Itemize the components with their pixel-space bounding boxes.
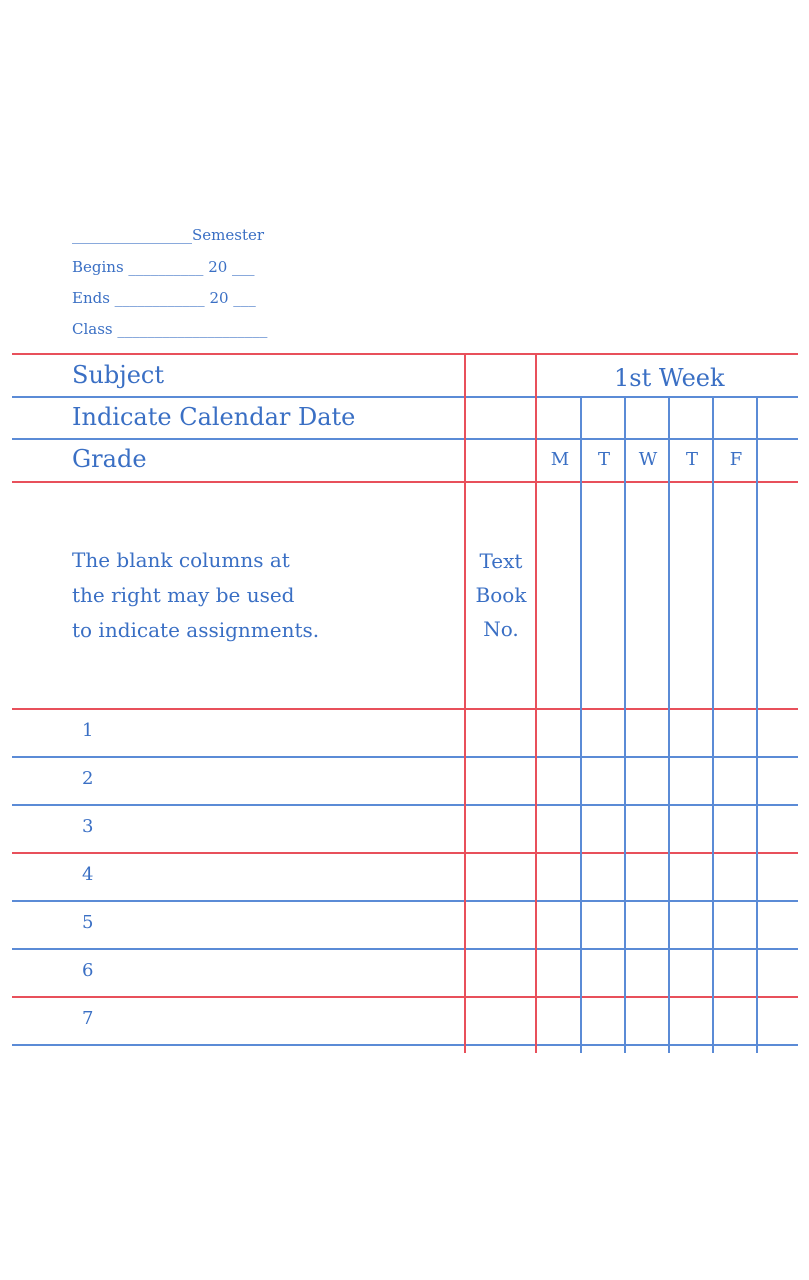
rule-row-7 xyxy=(12,1044,798,1046)
calendar-date-label: Indicate Calendar Date xyxy=(72,403,356,431)
row-number-1: 1 xyxy=(82,720,94,741)
semester-line: ________________Semester xyxy=(72,226,265,244)
instruction-note-line-3: to indicate assignments. xyxy=(72,618,320,642)
week-label: 1st Week xyxy=(614,364,725,392)
row-number-6: 6 xyxy=(82,960,94,981)
row-number-2: 2 xyxy=(82,768,94,789)
rule-row-6 xyxy=(12,996,798,998)
grade-label: Grade xyxy=(72,445,147,473)
subject-label: Subject xyxy=(72,361,164,389)
row-number-3: 3 xyxy=(82,816,94,837)
rule-top xyxy=(12,353,798,355)
rule-row-4 xyxy=(12,900,798,902)
day-label-mon: M xyxy=(550,449,570,470)
col-divider-day-1 xyxy=(580,397,582,1053)
day-label-fri: F xyxy=(729,449,743,470)
rule-calendar xyxy=(12,438,798,440)
rule-row-5 xyxy=(12,948,798,950)
col-divider-textbook xyxy=(535,353,537,1053)
row-number-4: 4 xyxy=(82,864,94,885)
col-divider-day-2 xyxy=(624,397,626,1053)
class-line: Class ____________________ xyxy=(72,320,268,338)
textbook-label-line-1: Text xyxy=(479,549,523,573)
col-divider-day-4 xyxy=(712,397,714,1053)
day-label-thu: T xyxy=(685,449,698,470)
col-divider-subject xyxy=(464,353,466,1053)
row-number-7: 7 xyxy=(82,1008,94,1029)
day-label-tue: T xyxy=(597,449,610,470)
rule-row-1 xyxy=(12,756,798,758)
rule-row-2 xyxy=(12,804,798,806)
col-divider-day-5 xyxy=(756,397,758,1053)
rule-subject xyxy=(12,396,798,398)
instruction-note-line-2: the right may be used xyxy=(72,583,295,607)
rule-note xyxy=(12,708,798,710)
ends-line: Ends ____________ 20 ___ xyxy=(72,289,256,307)
day-label-wed: W xyxy=(638,449,658,470)
textbook-label-line-2: Book xyxy=(475,583,527,607)
col-divider-day-3 xyxy=(668,397,670,1053)
row-number-5: 5 xyxy=(82,912,94,933)
rule-grade xyxy=(12,481,798,483)
begins-line: Begins __________ 20 ___ xyxy=(72,258,255,276)
rule-row-3 xyxy=(12,852,798,854)
instruction-note-line-1: The blank columns at xyxy=(72,548,290,572)
textbook-label-line-3: No. xyxy=(483,617,519,641)
